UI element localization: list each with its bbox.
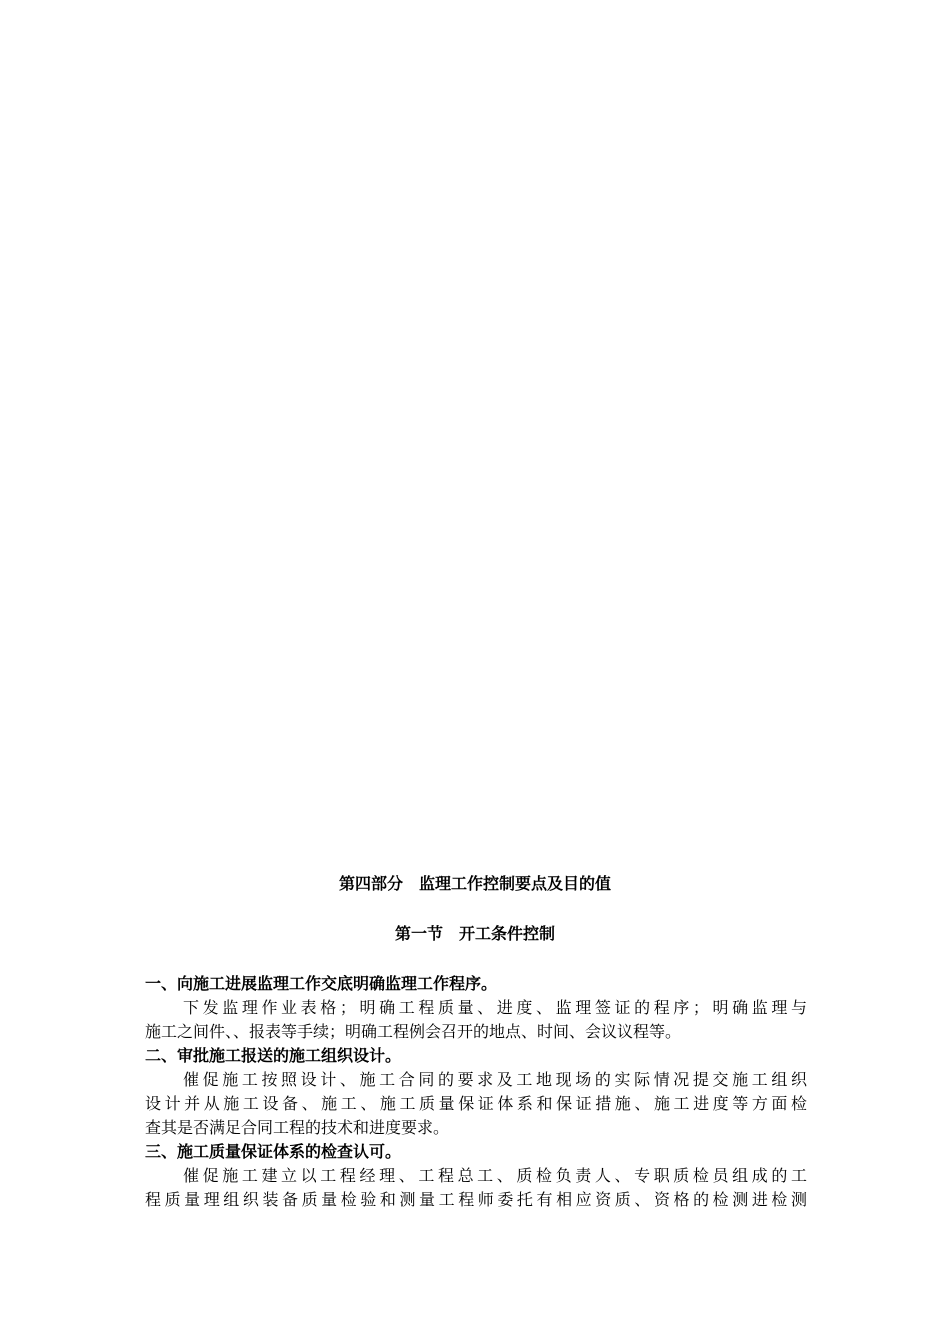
item-heading-3: 三、施工质量保证体系的检查认可。 [145, 1142, 402, 1161]
paragraph-line: 程质量理组织装备质量检验和测量工程师委托有相应资质、资格的检测进检测 [145, 1190, 807, 1209]
item-heading-2: 二、审批施工报送的施工组织设计。 [145, 1046, 402, 1065]
paragraph-line: 设计并从施工设备、施工、施工质量保证体系和保证措施、施工进度等方面检 [145, 1094, 807, 1113]
paragraph-line: 催促施工建立以工程经理、工程总工、质检负责人、专职质检员组成的工 [183, 1166, 807, 1185]
paragraph-line: 下发监理作业表格；明确工程质量、进度、监理签证的程序；明确监理与 [183, 998, 807, 1017]
paragraph-line: 施工之间件、、报表等手续；明确工程例会召开的地点、时间、会议议程等。 [145, 1022, 682, 1041]
paragraph-line: 查其是否满足合同工程的技术和进度要求。 [145, 1118, 450, 1137]
section-title: 第一节 开工条件控制 [394, 924, 555, 943]
item-heading-1: 一、向施工进展监理工作交底明确监理工作程序。 [145, 974, 498, 993]
document-body [145, 972, 807, 1212]
paragraph-line: 催促施工按照设计、施工合同的要求及工地现场的实际情况提交施工组织 [183, 1070, 807, 1089]
part-title: 第四部分 监理工作控制要点及目的值 [338, 874, 611, 893]
